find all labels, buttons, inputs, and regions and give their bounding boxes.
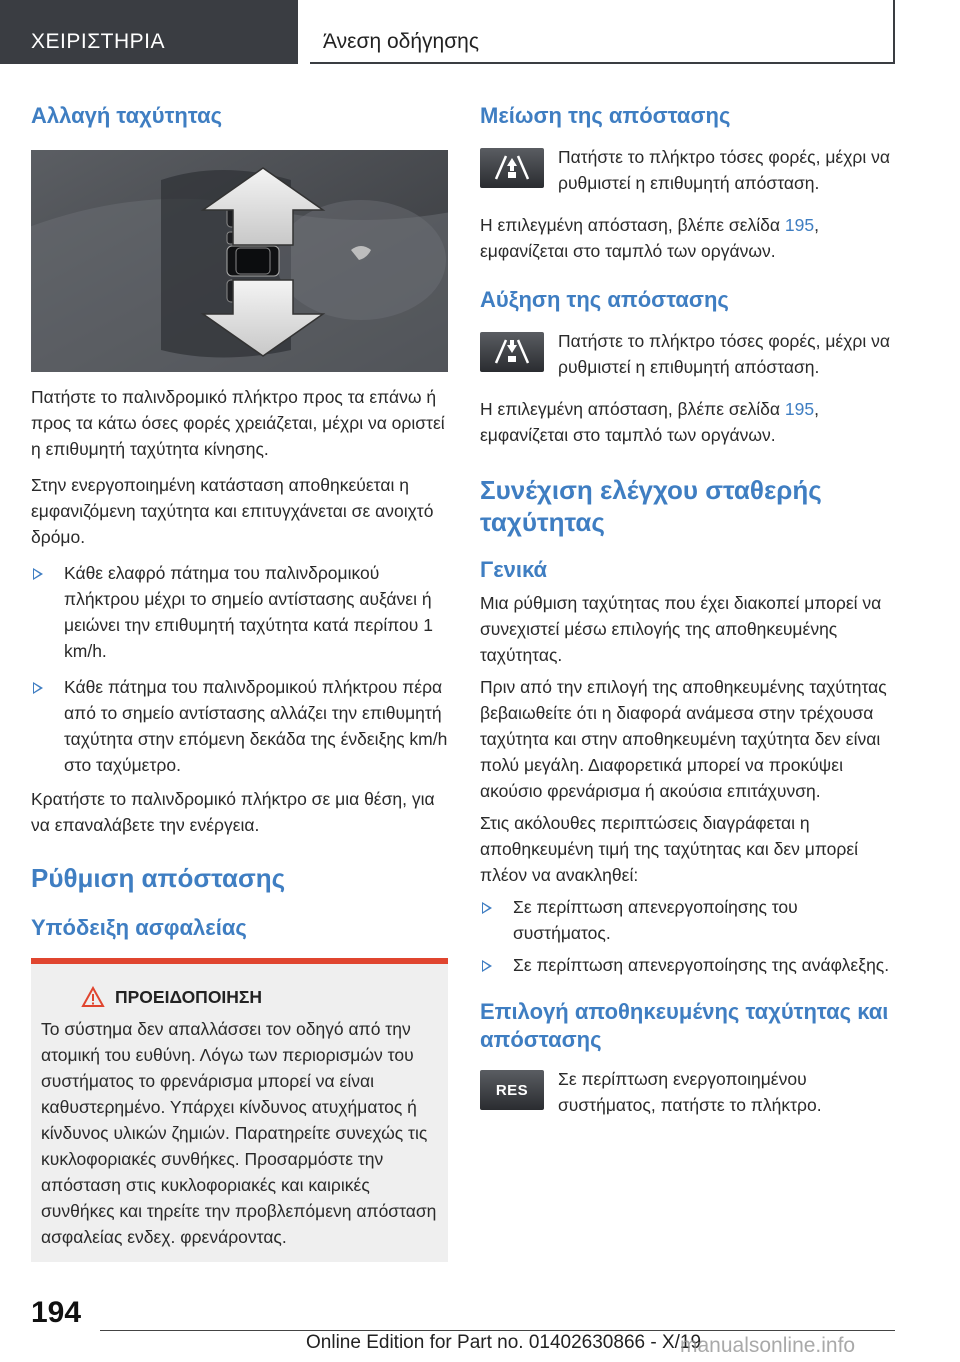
section-tab — [0, 0, 298, 64]
chapter-tab — [310, 0, 895, 64]
warning-header — [41, 986, 438, 1008]
heading-general: Γενικά — [480, 557, 548, 582]
heading-distance-setting: Ρύθμιση απόστασης — [31, 863, 286, 893]
edition-info: Online Edition for Part no. 01402630866 - X/19 — [306, 1332, 702, 1353]
watermark: manualsonline.info — [680, 1334, 856, 1357]
list-item-text: Κάθε ελαφρό πάτημα του παλινδρομικού πλήκτρου μέχρι το σημείο αντίστασης αυξάνει ή μειώνει την επιθυμητή ταχύτητα κατά περίπου 1 km/h. — [64, 563, 433, 661]
chapter-title: Άνεση οδήγησης — [323, 30, 479, 53]
reduce-text-before: Η επιλεγμένη απόσταση, βλέπε σελίδα — [480, 215, 785, 235]
increase-instruction — [480, 328, 900, 380]
warning-label: ΠΡΟΕΙΔΟΠΟΙΗΣΗ — [115, 986, 263, 1007]
heading-resume-cruise: Συνέχιση ελέγχου σταθερής ταχύτητας — [480, 475, 822, 537]
resume-paragraph-2: Πριν από την επιλογή της αποθηκευμένης ταχύτητας βεβαιωθείτε ότι η διαφορά ανάμεσα στην τρέχουσα ταχύτητα και στην αποθηκευμένη ταχύτητα δεν είναι πολύ μεγάλη. Διαφορετικά μπορεί να προκύψει ακούσιο φρενάρισμα ή ακούσια επιτάχυνση. — [480, 677, 887, 801]
heading-reduce-distance: Μείωση της απόστασης — [480, 103, 731, 128]
reduce-paragraph — [480, 212, 900, 264]
paragraph-speed-2: Στην ενεργοποιημένη κατάσταση αποθηκεύεται η εμφανιζόμενη ταχύτητα και επιτυγχάνεται σε ανοιχτό δρόμο. — [31, 475, 434, 547]
warning-triangle-icon — [81, 986, 105, 1008]
steering-wheel-image — [31, 150, 448, 372]
list-item-text: Κάθε πάτημα του παλινδρομικού πλήκτρου πέρα από το σημείο αντίστασης αλλάζει την επιθυμητή ταχύτητα στην επόμενη δεκάδα της ένδειξης km/h στο ταχύμετρο. — [64, 677, 448, 775]
list-item — [31, 560, 448, 664]
increase-text-before: Η επιλεγμένη απόσταση, βλέπε σελίδα — [480, 399, 785, 419]
increase-paragraph — [480, 396, 900, 448]
resume-paragraph-3: Στις ακόλουθες περιπτώσεις διαγράφεται η αποθηκευμένη τιμή της ταχύτητας και δεν μπορεί πλέον να ανακληθεί: — [480, 813, 859, 885]
reduce-text-after: , εμφανίζεται στο ταμπλό των οργάνων. — [480, 215, 819, 261]
increase-text-after: , εμφανίζεται στο ταμπλό των οργάνων. — [480, 399, 819, 445]
left-column — [31, 96, 448, 1262]
bullet-triangle-icon — [33, 568, 43, 580]
paragraph-speed-3: Κρατήστε το παλινδρομικό πλήκτρο σε μια θέση, για να επαναλάβετε την ενέργεια. — [31, 789, 435, 835]
right-column — [480, 96, 900, 1118]
section-title: ΧΕΙΡΙΣΤΗΡΙΑ — [31, 30, 166, 53]
res-button-label: RES — [495, 1081, 529, 1099]
page-ref-link[interactable]: 195 — [784, 215, 815, 235]
page-ref-link[interactable]: 195 — [784, 399, 815, 419]
heading-safety-note: Υπόδειξη ασφαλείας — [31, 915, 247, 940]
heading-increase-distance: Αύξηση της απόστασης — [480, 287, 729, 312]
select-button-text: Σε περίπτωση ενεργοποιημένου συστήματος, πατήστε το πλήκτρο. — [558, 1069, 822, 1115]
footer-divider — [100, 1330, 895, 1331]
paragraph-speed-1: Πατήστε το παλινδρομικό πλήκτρο προς τα επάνω ή προς τα κάτω όσες φορές χρειάζεται, μέχρι να οριστεί η επιθυμητή ταχύτητα κίνησης. — [31, 387, 445, 459]
heading-select-stored: Επιλογή αποθηκευμένης ταχύτητας και απόστασης — [480, 999, 889, 1052]
heading-speed-change: Αλλαγή ταχύτητας — [31, 103, 223, 128]
distance-increase-button-icon — [480, 332, 544, 372]
list-item-text: Σε περίπτωση απενεργοποίησης του συστήματος. — [513, 897, 798, 943]
list-item — [480, 952, 900, 978]
bullet-triangle-icon — [482, 960, 492, 972]
list-item — [480, 894, 900, 946]
select-instruction — [480, 1066, 900, 1118]
list-item-text: Σε περίπτωση απενεργοποίησης της ανάφλεξης. — [513, 955, 890, 975]
list-item — [31, 674, 448, 778]
increase-button-text: Πατήστε το πλήκτρο τόσες φορές, μέχρι να ρυθμιστεί η επιθυμητή απόσταση. — [558, 331, 890, 377]
reduce-button-text: Πατήστε το πλήκτρο τόσες φορές, μέχρι να ρυθμιστεί η επιθυμητή απόσταση. — [558, 147, 890, 193]
steering-wheel-illustration — [31, 150, 448, 372]
res-button-icon — [480, 1070, 544, 1110]
bullet-triangle-icon — [482, 902, 492, 914]
resume-paragraph-1: Μια ρύθμιση ταχύτητας που έχει διακοπεί μπορεί να συνεχιστεί μέσω επιλογής της αποθηκευμένης ταχύτητας. — [480, 593, 882, 665]
warning-text: Το σύστημα δεν απαλλάσσει τον οδηγό από την ατομική του ευθύνη. Λόγω των περιορισμών του συστήματος το φρενάρισμα μπορεί να είναι καθυστερημένο. Υπάρχει κίνδυνος ατυχήματος ή κίνδυνος υλικών ζημιών. Παρατηρείτε συνεχώς τις κυκλοφοριακές συνθήκες. Προσαρμόστε την απόσταση στις κυκλοφοριακές και καιρικές συνθήκες και τηρείτε την προβλεπόμενη απόσταση ασφαλείας ενδεχ. φρενάροντας. — [41, 1019, 437, 1247]
bullet-triangle-icon — [33, 682, 43, 694]
reduce-instruction — [480, 144, 900, 196]
distance-decrease-button-icon — [480, 148, 544, 188]
page-number: 194 — [31, 1296, 82, 1329]
warning-box — [31, 958, 448, 1262]
